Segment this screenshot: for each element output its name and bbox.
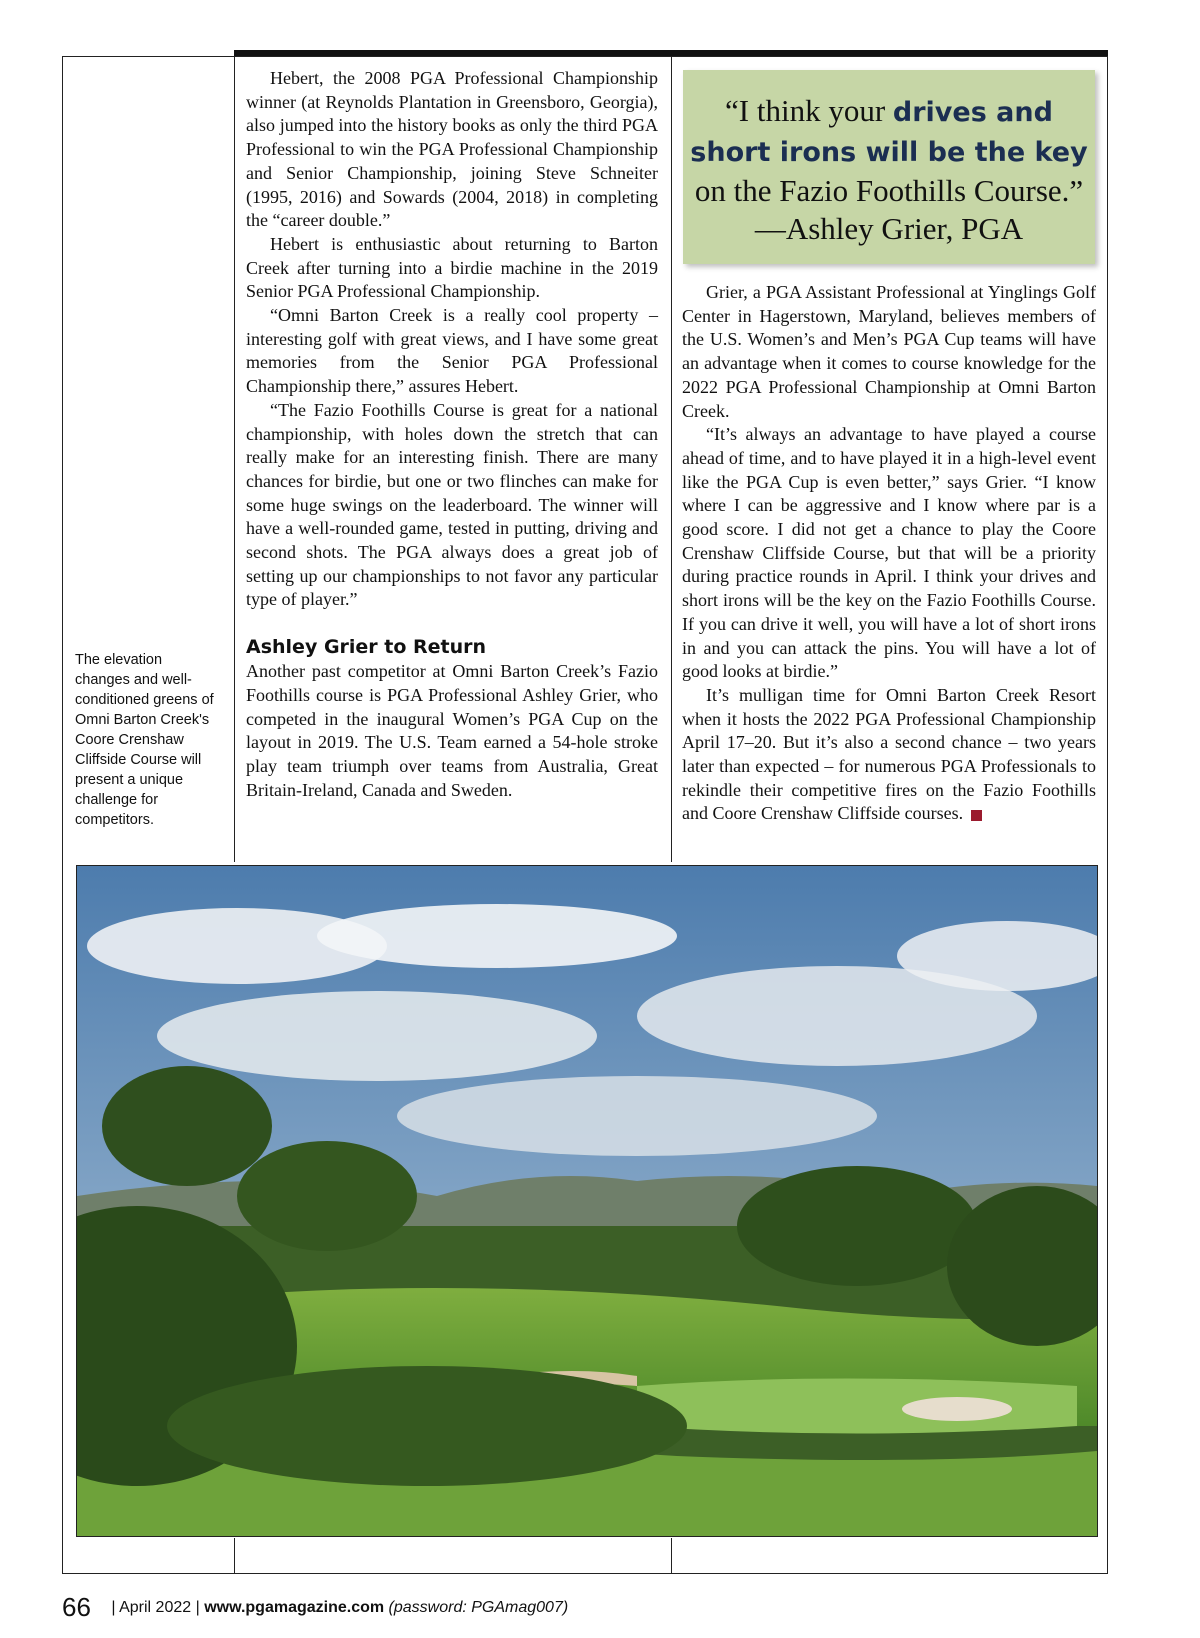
column-divider-right [671, 56, 672, 862]
pull-quote [683, 70, 1095, 264]
paragraph [682, 684, 1096, 826]
golf-course-photo [76, 865, 1098, 1537]
article-column-1 [246, 67, 658, 802]
footer-info [111, 1599, 568, 1616]
pull-quote-highlight: drives and short irons will be the key [690, 97, 1088, 168]
paragraph-text: It’s mulligan time for Omni Barton Creek Resort when it hosts the 2022 PGA Professional Championship April 17–20. But it’s also a second chance – two years later than expected – for numerous PGA Professionals to rekindle their competitive fires on the Fazio Foothills and Coore Crenshaw Cliffside courses. [682, 684, 1096, 824]
column-divider-left [234, 56, 235, 862]
paragraph: Hebert, the 2008 PGA Professional Championship winner (at Reynolds Plantation in Greensboro, Georgia), also jumped into the history books as only the third PGA Professional to win the PGA Professional Championship and Senior Championship, joining Steve Schneiter (1995, 2016) and Sowards (2004, 2018) in completing the “career double.” [246, 68, 658, 231]
pull-quote-close: on the Fazio Foothills Course.” [694, 173, 1084, 208]
paragraph: Another past competitor at Omni Barton Creek’s Fazio Foothills course is PGA Professional Ashley Grier, who competed in the inaugural Women’s PGA Cup on the layout in 2019. The U.S. Team earned a 54-hole stroke play team triumph over teams from Australia, Great Britain-Ireland, Canada and Sweden. [246, 661, 658, 800]
article-column-2 [682, 281, 1096, 826]
column-divider-right-bottom [671, 1538, 672, 1574]
page-footer [62, 1592, 568, 1623]
footer-password: (password: PGAmag007) [388, 1598, 569, 1616]
end-mark-icon [971, 810, 982, 821]
pull-quote-attribution: —Ashley Grier, PGA [754, 211, 1024, 246]
photo-caption: The elevation changes and well-conditioned greens of Omni Barton Creek's Coore Crenshaw Cliffside Course will present a unique challenge for competitors. [75, 652, 214, 828]
footer-issue: | April 2022 | [111, 1598, 200, 1616]
pull-quote-open: “I think your [725, 93, 893, 128]
footer-url-link[interactable]: www.pgamagazine.com [204, 1598, 385, 1616]
section-subhead: Ashley Grier to Return [246, 636, 487, 659]
paragraph: “It’s always an advantage to have played a course ahead of time, and to have played it in a high-level event like the PGA Cup is even better,” says Grier. “I know where I can be aggressive and I know where par is a good score. I did not get a chance to play the Coore Crenshaw Cliffside Course, but that will be a priority during practice rounds in April. I think your drives and short irons will be the key on the Fazio Foothills Course. If you can drive it well, you will have a lot of short irons in and you can attack the pins. You will have a lot of good looks at birdie.” [682, 424, 1096, 682]
page-number: 66 [62, 1592, 91, 1622]
paragraph: “Omni Barton Creek is a really cool property – interesting golf with great views, and I have some great memories from the Senior PGA Professional Championship there,” assures Hebert. [246, 305, 658, 397]
paragraph: Hebert is enthusiastic about returning to Barton Creek after turning into a birdie machine in the 2019 Senior PGA Professional Championship. [246, 233, 658, 302]
paragraph: Grier, a PGA Assistant Professional at Yinglings Golf Center in Hagerstown, Maryland, believes members of the U.S. Women’s and Men’s PGA Cup teams will have an advantage when it comes to course knowledge for the 2022 PGA Professional Championship at Omni Barton Creek. [682, 282, 1096, 421]
paragraph: “The Fazio Foothills Course is great for a national championship, with holes down the stretch that can really make for an interesting finish. There are many chances for birdie, but one or two flinches can make for some huge swings on the leaderboard. The winner will have a well-rounded game, tested in putting, driving and second shots. The PGA always does a great job of setting up our championships to not favor any particular type of player.” [246, 399, 658, 610]
column-divider-left-bottom [234, 1538, 235, 1574]
